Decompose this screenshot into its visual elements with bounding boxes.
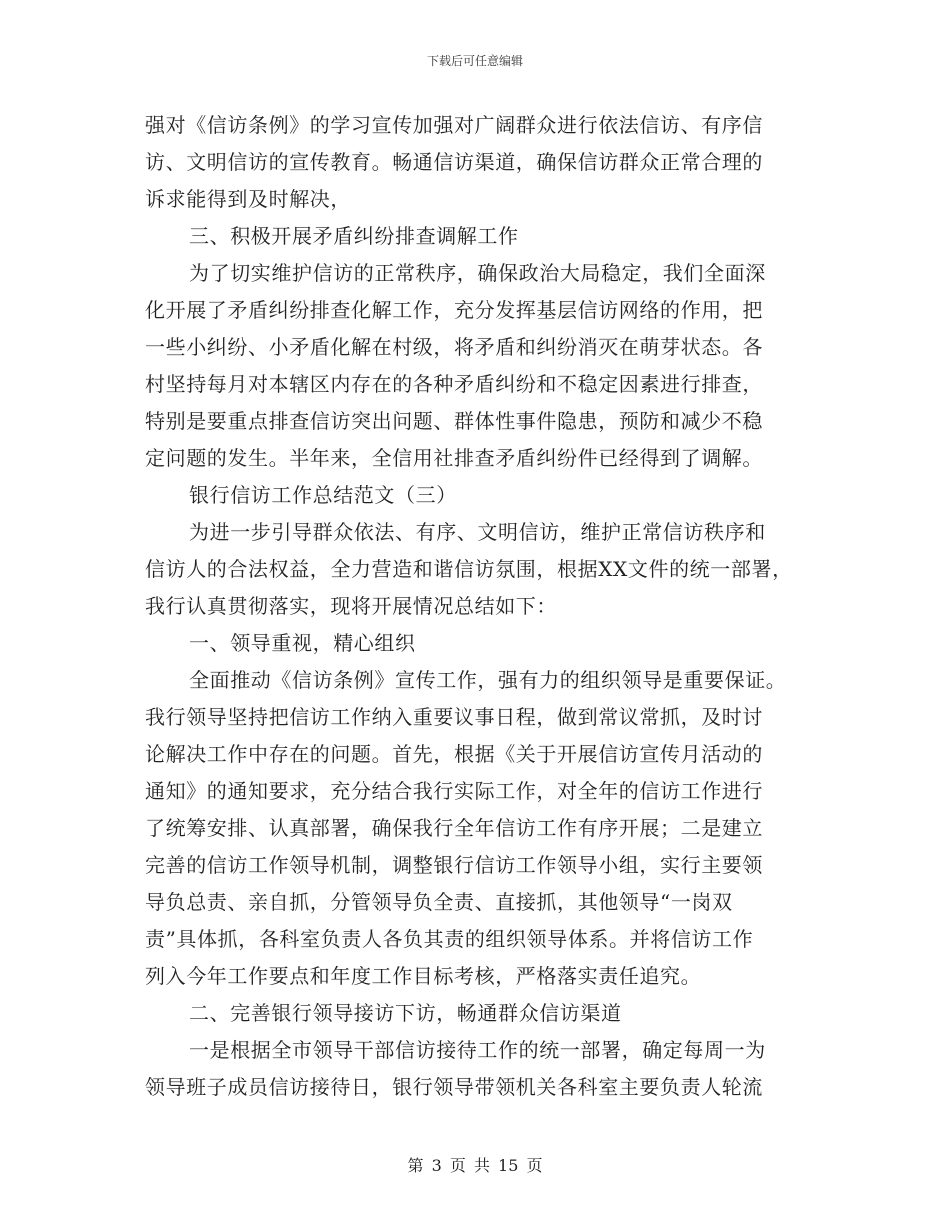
text-line: 导负总责、亲自抓，分管领导负全责、直接抓，其他领导“一岗双 [145,890,733,914]
section-heading: 一、领导重视，精心组织 [189,631,416,655]
text-line: 责”具体抓，各科室负责人各负其责的组织领导体系。并将信访工作 [145,927,754,951]
text-line: 访、文明信访的宣传教育。畅通信访渠道，确保信访群众正常合理的 [145,150,763,174]
section-heading: 二、完善银行领导接访下访，畅通群众信访渠道 [189,1001,622,1025]
text-line: 为进一步引导群众依法、有序、文明信访，维护正常信访秩序和 [189,520,766,544]
section-heading: 三、积极开展矛盾纠纷排查调解工作 [189,224,519,248]
text-line: 村坚持每月对本辖区内存在的各种矛盾纠纷和不稳定因素进行排查， [145,372,763,396]
text-line: 强对《信访条例》的学习宣传加强对广阔群众进行依法信访、有序信 [145,113,763,137]
text-line: 论解决工作中存在的问题。首先，根据《关于开展信访宣传月活动的 [145,742,763,766]
document-body [145,107,805,1106]
text-line: 了统筹安排、认真部署，确保我行全年信访工作有序开展；二是建立 [145,816,763,840]
page-number-footer: 第 3 页 共 15 页 [407,1156,543,1175]
text-line: 定问题的发生。半年来，全信用社排查矛盾纠纷件已经得到了调解。 [145,446,763,470]
text-line: 为了切实维护信访的正常秩序，确保政治大局稳定，我们全面深 [189,261,766,285]
article-title: 银行信访工作总结范文（三） [189,483,457,507]
text-line: 完善的信访工作领导机制，调整银行信访工作领导小组，实行主要领 [145,853,763,877]
text-line: 一些小纠纷、小矛盾化解在村级，将矛盾和纠纷消灭在萌芽状态。各 [145,335,763,359]
text-line: 我行认真贯彻落实，现将开展情况总结如下： [145,594,557,618]
text-line: 特别是要重点排查信访突出问题、群体性事件隐患，预防和减少不稳 [145,409,763,433]
text-line: 我行领导坚持把信访工作纳入重要议事日程，做到常议常抓，及时讨 [145,705,763,729]
text-line: 列入今年工作要点和年度工作目标考核，严格落实责任追究。 [145,964,702,988]
text-line: 领导班子成员信访接待日，银行领导带领机关各科室主要负责人轮流 [145,1075,763,1099]
page-header-note: 下载后可任意编辑 [426,54,523,68]
text-line: 化开展了矛盾纠纷排查化解工作，充分发挥基层信访网络的作用，把 [145,298,763,322]
text-line: 全面推动《信访条例》宣传工作，强有力的组织领导是重要保证。 [189,668,787,692]
text-line: 诉求能得到及时解决， [145,187,351,211]
text-line: 信访人的合法权益，全力营造和谐信访氛围，根据XX文件的统一部署， [145,557,793,581]
text-line: 一是根据全市领导干部信访接待工作的统一部署，确定每周一为 [189,1038,766,1062]
text-line: 通知》的通知要求，充分结合我行实际工作，对全年的信访工作进行 [145,779,763,803]
